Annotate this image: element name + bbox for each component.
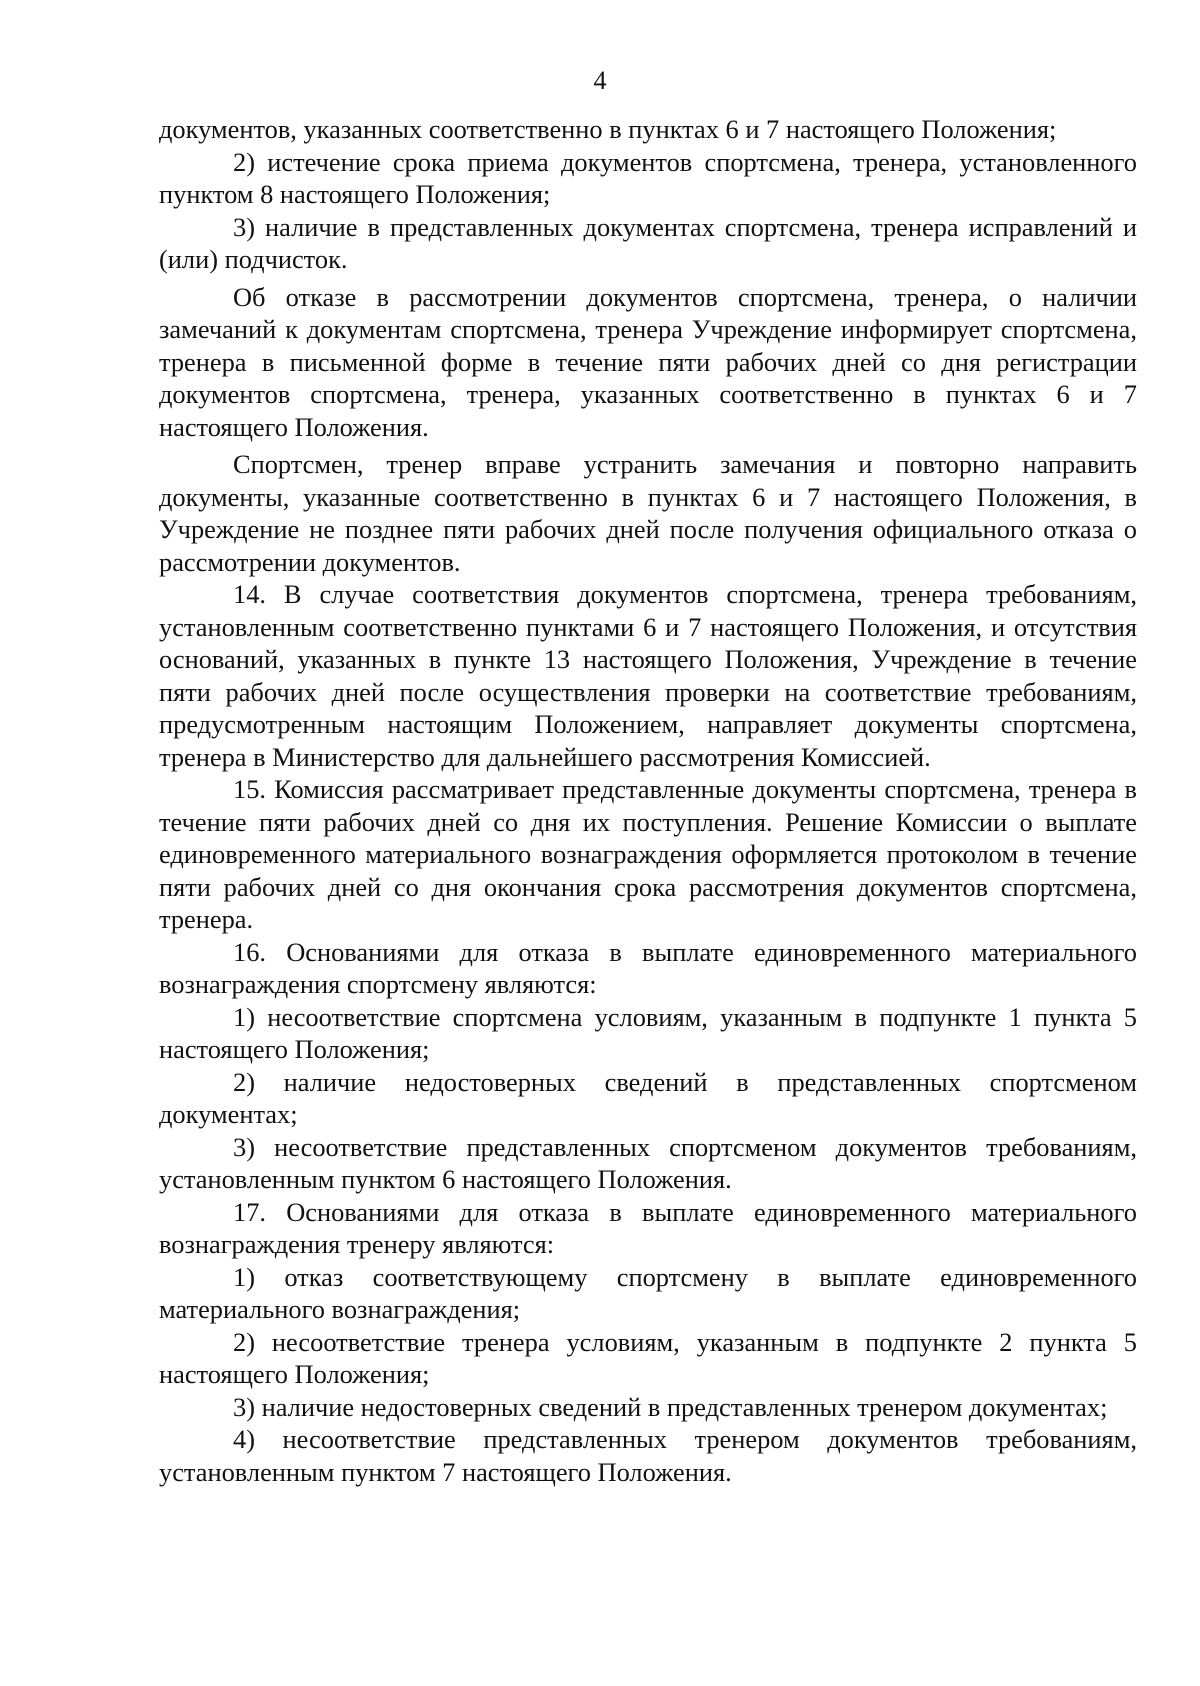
paragraph-resubmission: Спортсмен, тренер вправе устранить замечания и повторно направить документы, указанные соответственно в пунктах 6 и 7 настоящего Положения, в Учреждение не позднее пяти рабочих дней после получения официального отказа о рассмотрении документов. — [159, 449, 1137, 577]
paragraph-16: 16. Основаниями для отказа в выплате единовременного материального вознаграждения спортсмену являются: — [159, 936, 1137, 999]
paragraph-item-13-2: 2) истечение срока приема документов спортсмена, тренера, установленного пунктом 8 настоящего Положения; — [159, 146, 1137, 209]
paragraph-16-3: 3) несоответствие представленных спортсменом документов требованиям, установленным пунктом 6 настоящего Положения. — [159, 1131, 1137, 1194]
paragraph-15: 15. Комиссия рассматривает представленные документы спортсмена, тренера в течение пяти рабочих дней со дня их поступления. Решение Комиссии о выплате единовременного материального вознаграждения оформляется протоколом в течение пяти рабочих дней со дня окончания срока рассмотрения документов спортсмена, тренера. — [159, 774, 1137, 934]
paragraph-16-2: 2) наличие недостоверных сведений в представленных спортсменом документах; — [159, 1066, 1137, 1129]
paragraph-17-3: 3) наличие недостоверных сведений в представленных тренером документах; — [233, 1391, 1108, 1422]
paragraph-item-13-3: 3) наличие в представленных документах спортсмена, тренера исправлений и (или) подчисток. — [159, 211, 1137, 274]
paragraph-17-1: 1) отказ соответствующему спортсмену в выплате единовременного материального вознаграждения; — [159, 1261, 1137, 1324]
paragraph-refusal-notice: Об отказе в рассмотрении документов спортсмена, тренера, о наличии замечаний к документам спортсмена, тренера Учреждение информирует спортсмена, тренера в письменной форме в течение пяти рабочих дней со дня регистрации документов спортсмена, тренера, указанных соответственно в пунктах 6 и 7 настоящего Положения. — [159, 281, 1137, 442]
paragraph-continuation: документов, указанных соответственно в пунктах 6 и 7 настоящего Положения; — [159, 114, 1057, 144]
page-number: 4 — [593, 66, 607, 95]
paragraph-17: 17. Основаниями для отказа в выплате единовременного материального вознаграждения тренеру являются: — [159, 1196, 1137, 1259]
paragraph-17-4: 4) несоответствие представленных тренером документов требованиям, установленным пунктом 7 настоящего Положения. — [159, 1424, 1137, 1487]
document-body — [159, 113, 1137, 1488]
paragraph-14: 14. В случае соответствия документов спортсмена, тренера требованиям, установленным соответственно пунктами 6 и 7 настоящего Положения, и отсутствия оснований, указанных в пункте 13 настоящего Положения, Учреждение в течение пяти рабочих дней после осуществления проверки на соответствие требованиям, предусмотренным настоящим Положением, направляет документы спортсмена, тренера в Министерство для дальнейшего рассмотрения Комиссией. — [159, 579, 1137, 772]
paragraph-16-1: 1) несоответствие спортсмена условиям, указанным в подпункте 1 пункта 5 настоящего Положения; — [159, 1001, 1137, 1064]
paragraph-17-2: 2) несоответствие тренера условиям, указанным в подпункте 2 пункта 5 настоящего Положения; — [159, 1326, 1137, 1389]
